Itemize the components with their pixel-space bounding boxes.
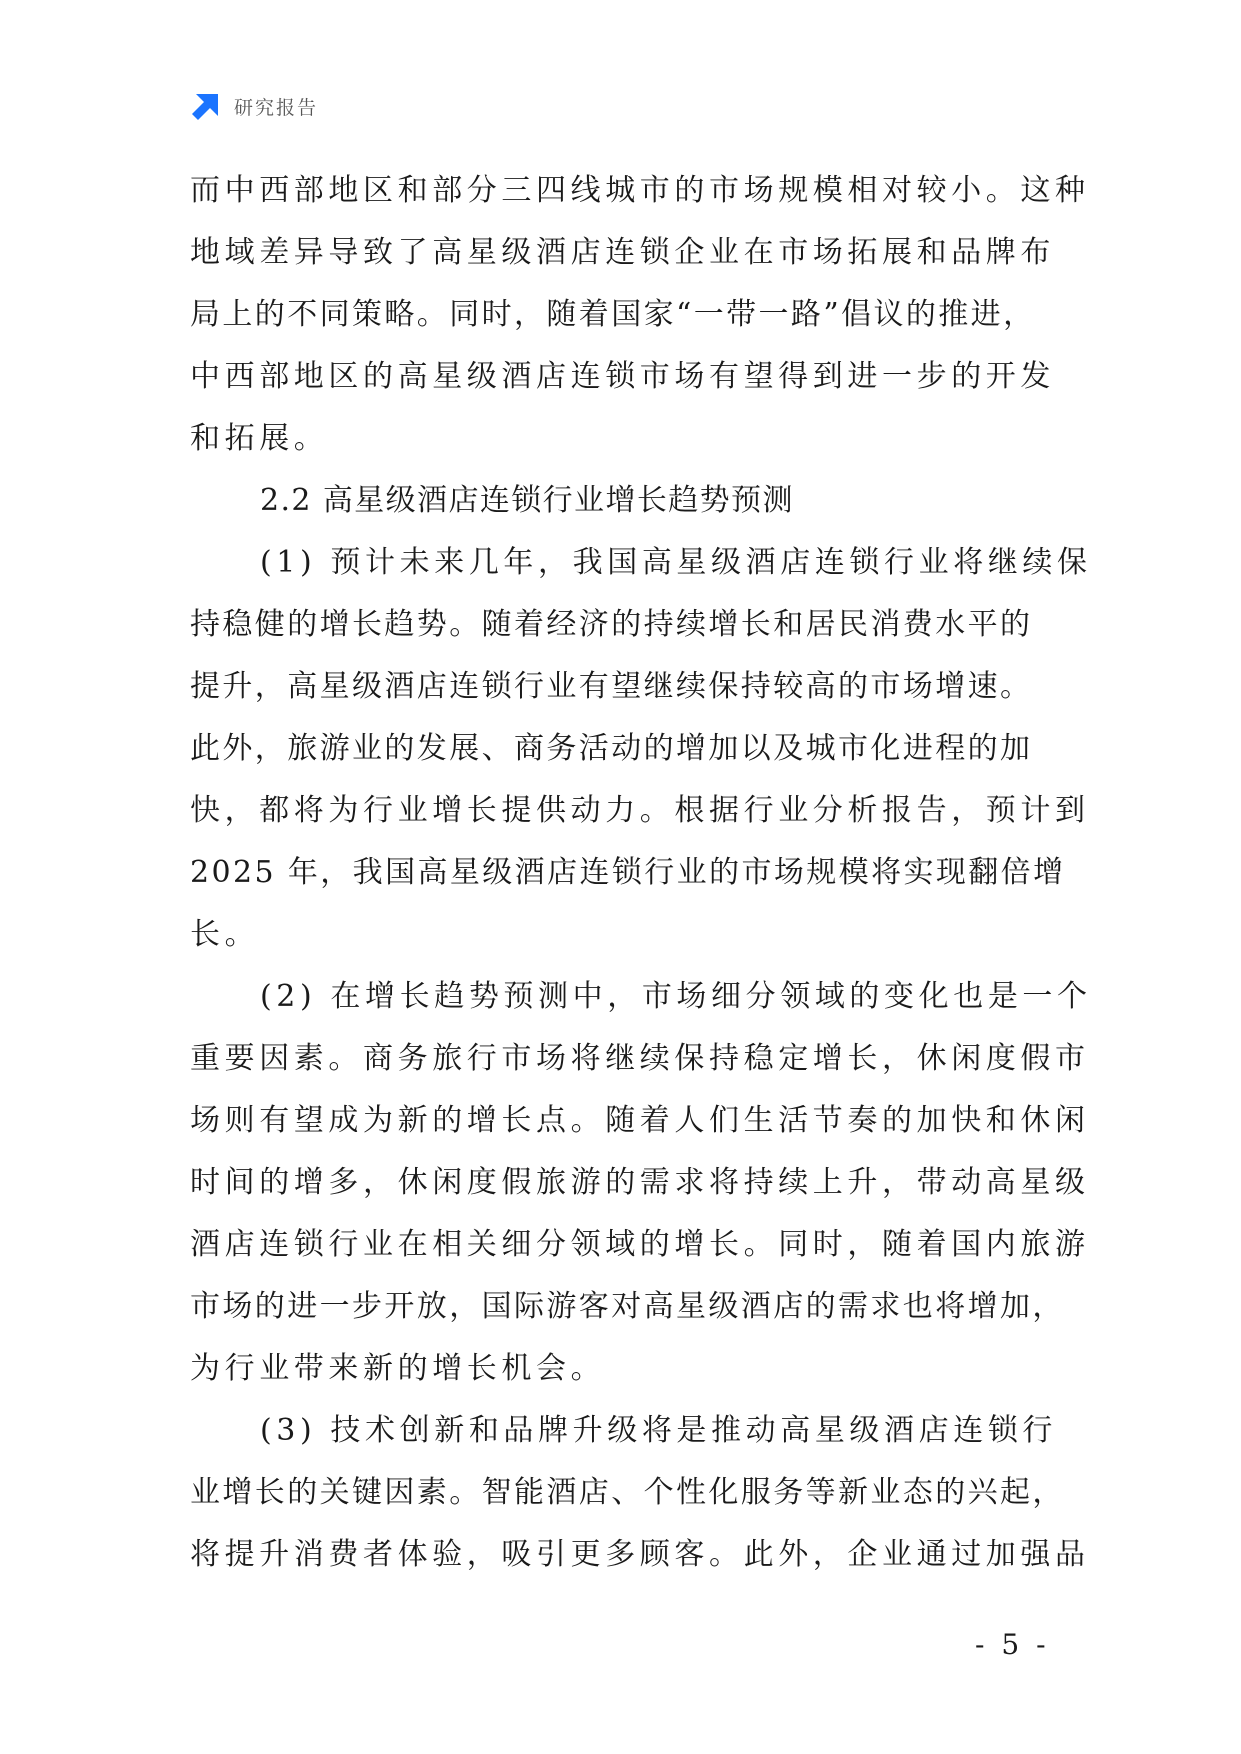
paragraph-line: 持稳健的增长趋势。随着经济的持续增长和居民消费水平的 — [190, 607, 1033, 642]
arrow-logo-icon — [190, 90, 222, 122]
section-heading: 2.2 高星级酒店连锁行业增长趋势预测 — [260, 483, 794, 518]
paragraph-line: 长。 — [190, 917, 260, 952]
paragraph-line: (2) 在增长趋势预测中，市场细分领域的变化也是一个 — [260, 979, 1092, 1014]
paragraph-line: 市场的进一步开放，国际游客对高星级酒店的需求也将增加， — [190, 1289, 1065, 1324]
paragraph-line: 为行业带来新的增长机会。 — [190, 1351, 606, 1386]
paragraph-line: 提升，高星级酒店连锁行业有望继续保持较高的市场增速。 — [190, 669, 1033, 704]
paragraph-line: (3) 技术创新和品牌升级将是推动高星级酒店连锁行 — [260, 1413, 1058, 1448]
page-number: - 5 - — [975, 1628, 1050, 1661]
paragraph-line: 快，都将为行业增长提供动力。根据行业分析报告，预计到 — [190, 793, 1090, 828]
paragraph-line: 时间的增多，休闲度假旅游的需求将持续上升，带动高星级 — [190, 1165, 1090, 1200]
paragraph-line: 将提升消费者体验，吸引更多顾客。此外，企业通过加强品 — [190, 1537, 1090, 1572]
paragraph-line: 业增长的关键因素。智能酒店、个性化服务等新业态的兴起， — [190, 1475, 1065, 1510]
paragraph-line: 而中西部地区和部分三四线城市的市场规模相对较小。这种 — [190, 173, 1090, 208]
paragraph-line: 和拓展。 — [190, 421, 329, 456]
paragraph-line: 地域差异导致了高星级酒店连锁企业在市场拓展和品牌布 — [190, 235, 1055, 270]
paragraph-line: 2025 年，我国高星级酒店连锁行业的市场规模将实现翻倍增 — [190, 855, 1066, 890]
paragraph-line: 酒店连锁行业在相关细分领域的增长。同时，随着国内旅游 — [190, 1227, 1090, 1262]
paragraph-line: 此外，旅游业的发展、商务活动的增加以及城市化进程的加 — [190, 731, 1033, 766]
page-header — [190, 90, 318, 122]
paragraph-line: 场则有望成为新的增长点。随着人们生活节奏的加快和休闲 — [190, 1103, 1090, 1138]
document-body — [190, 160, 1092, 1586]
paragraph-line: 中西部地区的高星级酒店连锁市场有望得到进一步的开发 — [190, 359, 1055, 394]
paragraph-line: (1) 预计未来几年，我国高星级酒店连锁行业将继续保 — [260, 545, 1092, 580]
paragraph-line: 重要因素。商务旅行市场将继续保持稳定增长，休闲度假市 — [190, 1041, 1090, 1076]
paragraph-line: 局上的不同策略。同时，随着国家“一带一路”倡议的推进， — [190, 297, 1036, 332]
header-title: 研究报告 — [234, 96, 319, 119]
